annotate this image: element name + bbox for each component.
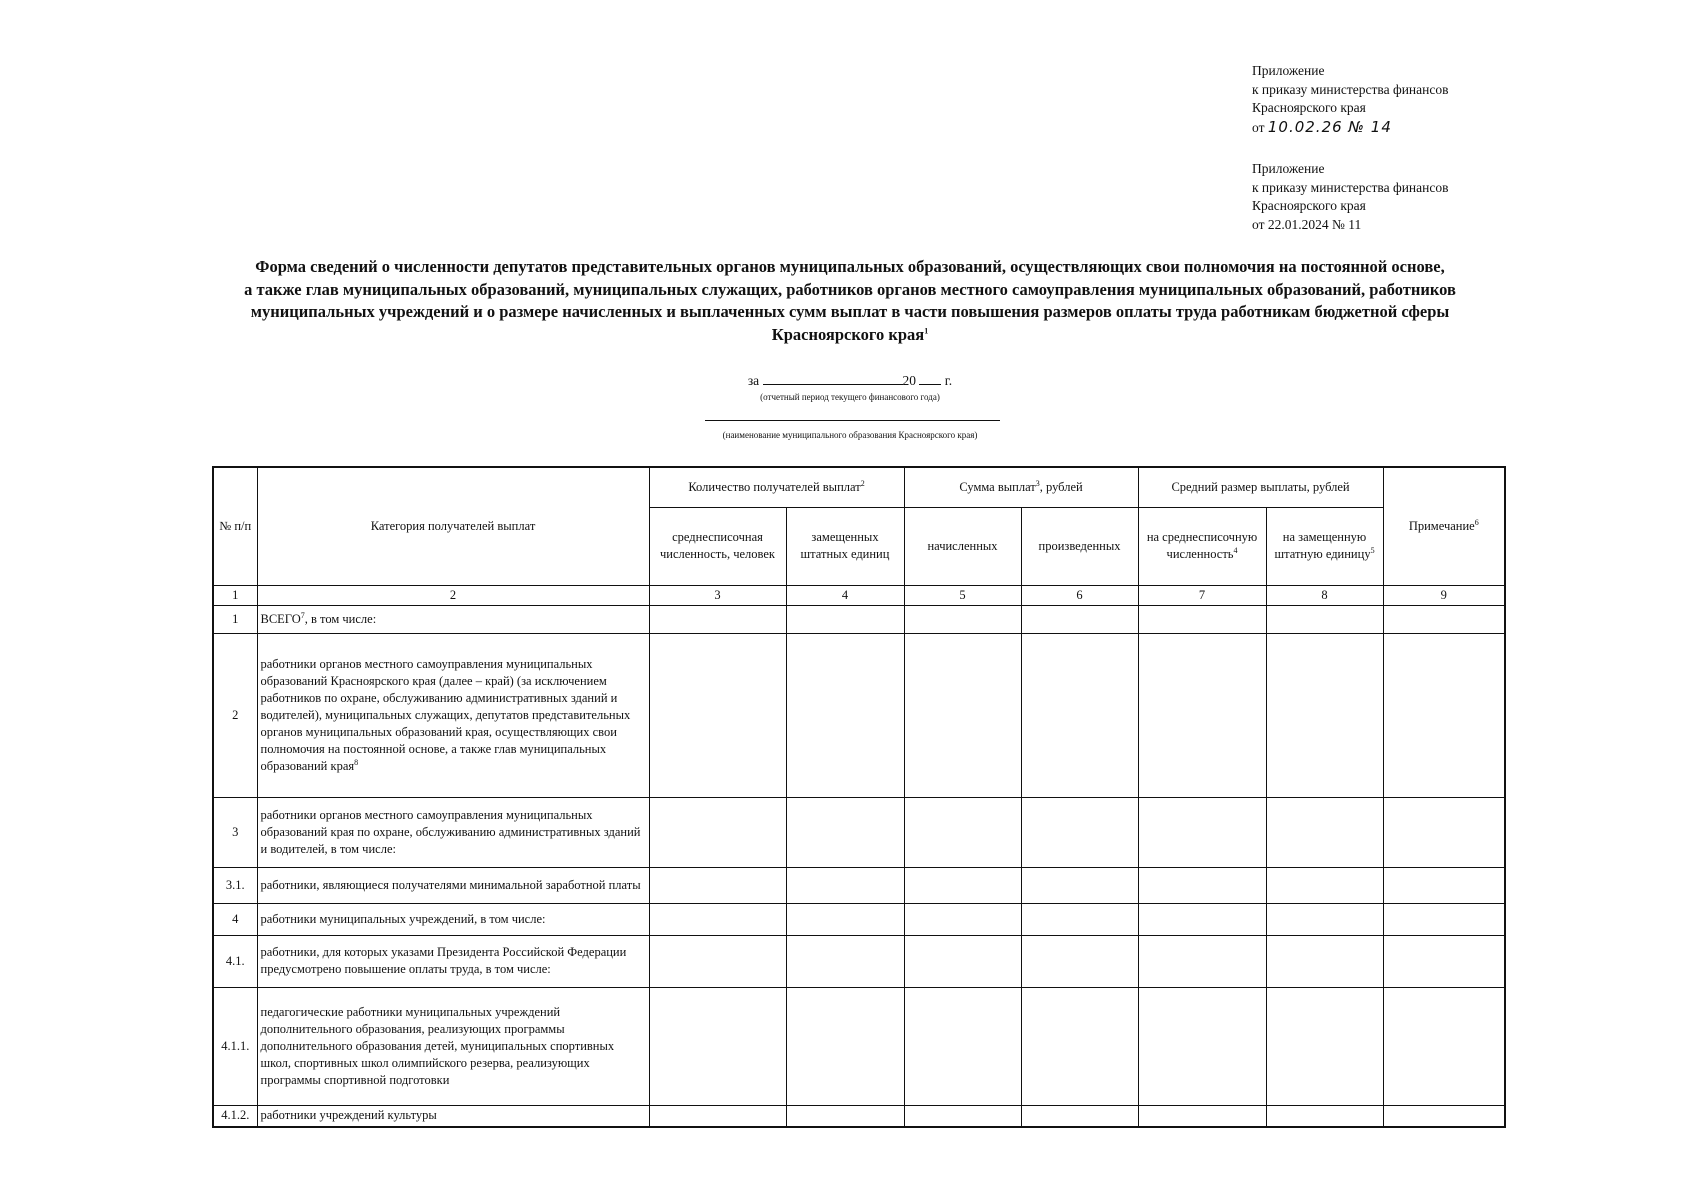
value-cell[interactable] — [1138, 797, 1266, 867]
header-recipients: Количество получателей выплат$^2$ — [649, 467, 904, 507]
table-row — [213, 987, 1505, 1105]
handwritten-date-number: 10.02.26 № 14 — [1267, 117, 1392, 136]
reporting-period — [600, 372, 1100, 389]
value-cell[interactable] — [904, 987, 1021, 1105]
appendix-region: Красноярского края — [1252, 100, 1366, 115]
period-suffix: г. — [944, 373, 953, 388]
appendix-date-prefix: от — [1252, 119, 1265, 135]
table-row — [213, 935, 1505, 987]
row-number: 3.1. — [213, 867, 257, 903]
value-cell[interactable] — [649, 867, 786, 903]
value-cell[interactable] — [1138, 987, 1266, 1105]
header-num: № п/п — [213, 467, 257, 585]
value-cell[interactable] — [786, 935, 904, 987]
row-number: 4.1.2. — [213, 1105, 257, 1127]
row-category: работники органов местного самоуправления муниципальных образований края по охране, обслуживанию административных зданий и водителей, в том числе: — [257, 797, 649, 867]
value-cell[interactable] — [1138, 935, 1266, 987]
title-line-4: Красноярского края$^1$ — [771, 324, 929, 344]
value-cell[interactable] — [1266, 867, 1383, 903]
period-prefix: за — [747, 373, 760, 388]
value-cell[interactable] — [1383, 935, 1505, 987]
appendix-region: Красноярского края — [1252, 198, 1366, 213]
appendix-date: от 22.01.2024 № 11 — [1252, 216, 1362, 232]
value-cell[interactable] — [649, 1105, 786, 1127]
value-cell[interactable] — [1266, 633, 1383, 797]
value-cell[interactable] — [786, 605, 904, 633]
value-cell[interactable] — [1266, 903, 1383, 935]
column-number-row — [213, 585, 1505, 605]
value-cell[interactable] — [649, 987, 786, 1105]
value-cell[interactable] — [1138, 1105, 1266, 1127]
column-number: 1 — [213, 585, 257, 605]
value-cell[interactable] — [786, 1105, 904, 1127]
row-number: 2 — [213, 633, 257, 797]
header-filled-positions: замещенных штатных единиц — [786, 507, 904, 585]
value-cell[interactable] — [1266, 1105, 1383, 1127]
value-cell[interactable] — [1021, 605, 1138, 633]
value-cell[interactable] — [786, 867, 904, 903]
value-cell[interactable] — [1383, 903, 1505, 935]
title-line-1: Форма сведений о численности депутатов представительных органов муниципальных образований, осуществляющих свои полномочия на постоянной основе, — [255, 257, 1445, 276]
appendix-current-order — [1252, 62, 1449, 137]
value-cell[interactable] — [649, 797, 786, 867]
header-accrued: начисленных — [904, 507, 1021, 585]
row-number: 4 — [213, 903, 257, 935]
value-cell[interactable] — [1383, 633, 1505, 797]
value-cell[interactable] — [649, 605, 786, 633]
table-row — [213, 797, 1505, 867]
value-cell[interactable] — [1383, 797, 1505, 867]
row-category: работники муниципальных учреждений, в том числе: — [257, 903, 649, 935]
value-cell[interactable] — [649, 633, 786, 797]
header-note: Примечание$^6$ — [1383, 467, 1505, 585]
value-cell[interactable] — [904, 605, 1021, 633]
row-number: 4.1.1. — [213, 987, 257, 1105]
value-cell[interactable] — [1021, 935, 1138, 987]
header-avg-headcount: среднесписочная численность, человек — [649, 507, 786, 585]
row-category: ВСЕГО$^7$, в том числе: — [257, 605, 649, 633]
value-cell[interactable] — [1266, 605, 1383, 633]
table-row — [213, 1105, 1505, 1127]
appendix-date-line — [1252, 118, 1449, 138]
appendix-label: Приложение — [1252, 161, 1325, 176]
period-blank[interactable] — [763, 372, 903, 385]
value-cell[interactable] — [1021, 987, 1138, 1105]
value-cell[interactable] — [1383, 605, 1505, 633]
value-cell[interactable] — [786, 797, 904, 867]
value-cell[interactable] — [904, 903, 1021, 935]
value-cell[interactable] — [904, 797, 1021, 867]
column-number: 6 — [1021, 585, 1138, 605]
value-cell[interactable] — [1021, 633, 1138, 797]
table-row — [213, 903, 1505, 935]
footnote-marker: 1 — [924, 326, 929, 335]
row-category: работники учреждений культуры — [257, 1105, 649, 1127]
row-category: работники органов местного самоуправления муниципальных образований Красноярского края (далее – край) (за исключением работников по охране, обслуживанию административных зданий и водителей), муниципальных служащих, депутатов представительных органов муниципальных образований края, осуществляющих свои полномочия на постоянной основе, а также глав муниципальных образований края$^8$ — [257, 633, 649, 797]
value-cell[interactable] — [786, 633, 904, 797]
municipality-blank[interactable] — [705, 420, 1000, 421]
column-number: 8 — [1266, 585, 1383, 605]
header-category: Категория получателей выплат — [257, 467, 649, 585]
period-note: (отчетный период текущего финансового года) — [760, 392, 940, 402]
appendix-order-ref: к приказу министерства финансов — [1252, 179, 1449, 195]
footnote-marker: 8 — [354, 757, 359, 767]
value-cell[interactable] — [1383, 1105, 1505, 1127]
period-year-prefix: 20 — [902, 373, 917, 388]
column-number: 7 — [1138, 585, 1266, 605]
table-row — [213, 633, 1505, 797]
title-line-2: а также глав муниципальных образований, муниципальных служащих, работников органов местного самоуправления муниципальных образований, работников — [244, 279, 1456, 299]
value-cell[interactable] — [1383, 867, 1505, 903]
header-avg-per-position: на замещенную штатную единицу$^5$ — [1266, 507, 1383, 585]
value-cell[interactable] — [1138, 605, 1266, 633]
appendix-label: Приложение — [1252, 63, 1325, 78]
column-number: 9 — [1383, 585, 1505, 605]
row-number: 3 — [213, 797, 257, 867]
value-cell[interactable] — [1021, 1105, 1138, 1127]
year-blank[interactable] — [919, 372, 941, 385]
column-number: 5 — [904, 585, 1021, 605]
value-cell[interactable] — [1138, 867, 1266, 903]
header-paid: произведенных — [1021, 507, 1138, 585]
value-cell[interactable] — [1266, 987, 1383, 1105]
value-cell[interactable] — [904, 1105, 1021, 1127]
value-cell[interactable] — [904, 867, 1021, 903]
row-category: работники, являющиеся получателями минимальной заработной платы — [257, 867, 649, 903]
value-cell[interactable] — [1021, 797, 1138, 867]
value-cell[interactable] — [649, 935, 786, 987]
value-cell[interactable] — [904, 935, 1021, 987]
column-number: 3 — [649, 585, 786, 605]
column-number: 2 — [257, 585, 649, 605]
value-cell[interactable] — [786, 903, 904, 935]
value-cell[interactable] — [1021, 867, 1138, 903]
municipality-note: (наименование муниципального образования Красноярского края) — [722, 430, 978, 440]
value-cell[interactable] — [904, 633, 1021, 797]
value-cell[interactable] — [1138, 903, 1266, 935]
footnote-marker: 7 — [300, 610, 305, 620]
value-cell[interactable] — [1266, 797, 1383, 867]
row-number: 1 — [213, 605, 257, 633]
title-line-3: муниципальных учреждений и о размере начисленных и выплаченных сумм выплат в части повышения размеров оплаты труда работникам бюджетной сферы — [250, 302, 1450, 321]
value-cell[interactable] — [786, 987, 904, 1105]
table-row — [213, 867, 1505, 903]
header-sum: Сумма выплат$^3$, рублей — [904, 467, 1138, 507]
value-cell[interactable] — [649, 903, 786, 935]
appendix-previous-order — [1252, 160, 1449, 234]
value-cell[interactable] — [1383, 987, 1505, 1105]
row-category: работники, для которых указами Президента Российской Федерации предусмотрено повышение оплаты труда, в том числе: — [257, 935, 649, 987]
value-cell[interactable] — [1138, 633, 1266, 797]
column-number: 4 — [786, 585, 904, 605]
appendix-order-ref: к приказу министерства финансов — [1252, 81, 1449, 97]
table-row — [213, 605, 1505, 633]
form-title — [200, 256, 1500, 346]
value-cell[interactable] — [1266, 935, 1383, 987]
header-average: Средний размер выплаты, рублей — [1138, 467, 1383, 507]
row-category: педагогические работники муниципальных учреждений дополнительного образования, реализующих программы дополнительного образования детей, муниципальных спортивных школ, спортивных школ олимпийского резерва, реализующих программы спортивной подготовки — [257, 987, 649, 1105]
form-table — [212, 466, 1506, 1128]
row-number: 4.1. — [213, 935, 257, 987]
header-avg-per-headcount: на среднесписочную численность$^4$ — [1138, 507, 1266, 585]
value-cell[interactable] — [1021, 903, 1138, 935]
